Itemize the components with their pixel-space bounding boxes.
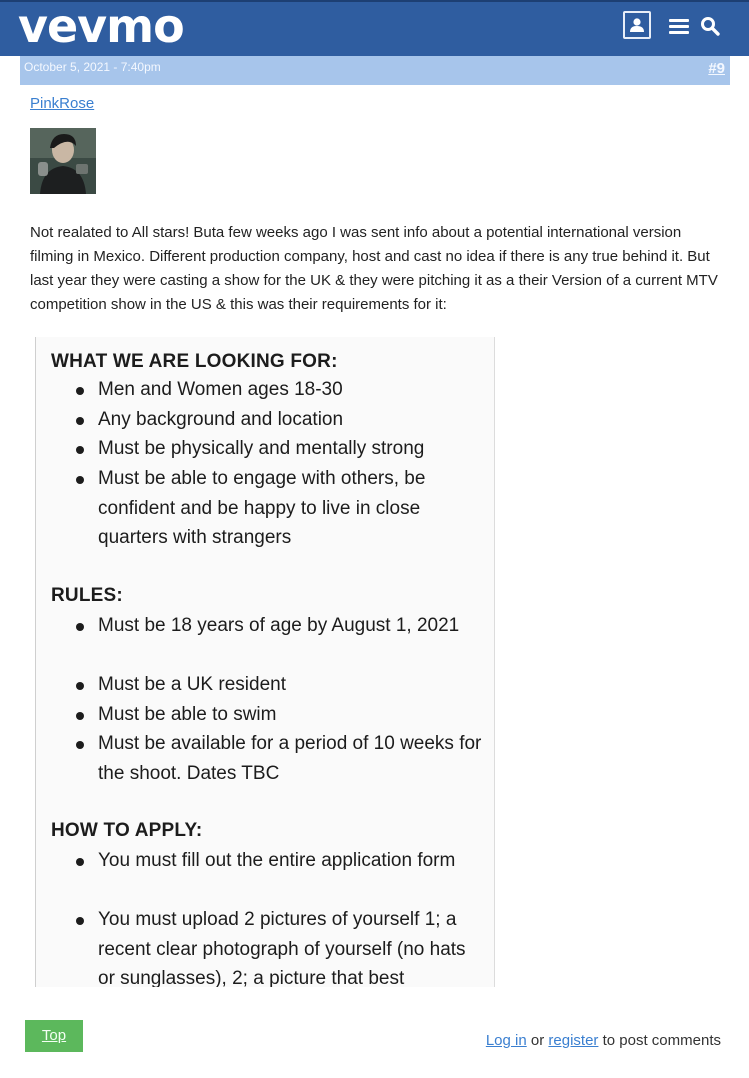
bullet-icon bbox=[76, 387, 84, 395]
post-meta-bar bbox=[20, 56, 730, 85]
casting-flyer-image bbox=[35, 337, 495, 987]
post-date: October 5, 2021 - 7:40pm bbox=[24, 60, 161, 74]
bullet-icon bbox=[76, 417, 84, 425]
flyer-item: Must be physically and mentally strong bbox=[98, 438, 425, 459]
flyer-item: Men and Women ages 18-30 bbox=[98, 379, 343, 400]
flyer-heading: WHAT WE ARE LOOKING FOR: bbox=[51, 351, 338, 372]
top-label: Top bbox=[41, 1027, 67, 1044]
bullet-icon bbox=[76, 623, 84, 631]
site-logo[interactable]: vevmo bbox=[18, 0, 184, 53]
bullet-icon bbox=[76, 712, 84, 720]
flyer-item: Must be available for a period of 10 weeks for the shoot. Dates TBC bbox=[98, 733, 482, 784]
register-link[interactable]: register bbox=[548, 1032, 599, 1049]
flyer-item: You must upload 2 pictures of yourself 1; a recent clear photograph of yourself (no hats or sunglasses), 2; a picture that best bbox=[98, 909, 466, 987]
flyer-heading: HOW TO APPLY: bbox=[51, 820, 203, 841]
post-permalink[interactable]: #9 bbox=[708, 60, 725, 77]
menu-icon[interactable] bbox=[669, 19, 689, 37]
flyer-item: Any background and location bbox=[98, 409, 344, 430]
flyer-item: Must be 18 years of age by August 1, 2021 bbox=[98, 615, 460, 636]
bullet-icon bbox=[76, 741, 84, 749]
login-link[interactable]: Log in bbox=[485, 1032, 527, 1049]
bullet-icon bbox=[76, 858, 84, 866]
back-to-top-button[interactable] bbox=[25, 1020, 83, 1052]
site-header bbox=[0, 0, 749, 56]
bullet-icon bbox=[76, 917, 84, 925]
flyer-item: Must be able to engage with others, be confident and be happy to live in close quarters with strangers bbox=[98, 468, 426, 548]
bullet-icon bbox=[76, 476, 84, 484]
or-text: or bbox=[530, 1032, 545, 1049]
bullet-icon bbox=[76, 446, 84, 454]
post-body: Not realated to All stars! Buta few weeks ago I was sent info about a potential international version filming in Mexico. Different production company, host and cast no idea if there is any true behind it. But last year they were casting a show for the UK & they were pitching it as a their Version of a current MTV competition show in the US & this was their requirements for it: bbox=[30, 224, 718, 313]
flyer-item: You must fill out the entire application form bbox=[98, 850, 456, 871]
flyer-item: Must be able to swim bbox=[98, 704, 277, 725]
bullet-icon bbox=[76, 682, 84, 690]
login-prompt bbox=[486, 1032, 721, 1049]
user-icon[interactable] bbox=[623, 11, 651, 39]
flyer-item: Must be a UK resident bbox=[98, 674, 286, 695]
avatar[interactable] bbox=[30, 128, 96, 194]
post-comments-text: to post comments bbox=[602, 1032, 721, 1049]
search-icon[interactable] bbox=[700, 16, 722, 38]
flyer-heading: RULES: bbox=[51, 585, 123, 606]
author-link[interactable]: PinkRose bbox=[30, 95, 95, 112]
